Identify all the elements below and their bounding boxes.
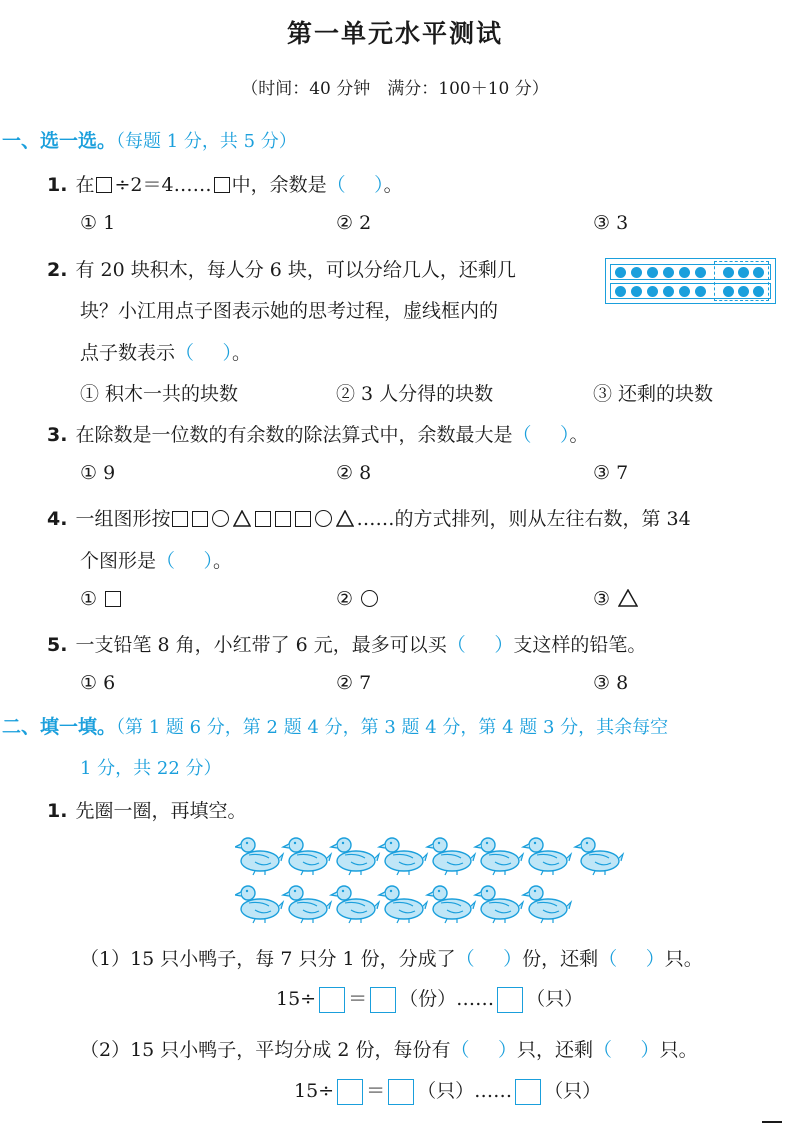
- answer-blank[interactable]: （ ）: [326, 174, 384, 196]
- q2-option-2[interactable]: ② 3 人分得的块数: [336, 383, 494, 405]
- question-5: 5. 一支铅笔 8 角，小红带了 6 元，最多可以买（ ）支这样的铅笔。: [47, 634, 647, 656]
- answer-box[interactable]: [388, 1079, 414, 1105]
- dot: [695, 286, 706, 297]
- answer-blank[interactable]: （ ）: [512, 424, 570, 446]
- q1-option-2[interactable]: ② 2: [336, 212, 372, 234]
- q5-option-3[interactable]: ③ 8: [593, 672, 629, 694]
- question-1: 1. 在 ÷2＝4…… 中，余数是（ ）。: [47, 174, 403, 196]
- dot-diagram: [605, 258, 776, 304]
- dot: [631, 267, 642, 278]
- question-2-line2: 块？小江用点子图表示她的思考过程，虚线框内的: [80, 300, 499, 322]
- question-3: 3. 在除数是一位数的有余数的除法算式中，余数最大是（ ）。: [47, 424, 589, 446]
- triangle-icon: [336, 510, 354, 527]
- square-icon: [172, 511, 188, 527]
- section2-heading-cont: 1 分，共 22 分）: [80, 758, 222, 779]
- q1-option-3[interactable]: ③ 3: [593, 212, 629, 234]
- question-4-line2: 个图形是（ ）。: [80, 550, 233, 572]
- answer-blank[interactable]: （ ）: [598, 948, 665, 970]
- section2-heading: 二、填一填。（第 1 题 6 分，第 2 题 4 分，第 3 题 4 分，第 4 题 3 分，其余每空: [2, 716, 669, 738]
- answer-blank[interactable]: （ ）: [175, 342, 233, 364]
- page-title: 第一单元水平测试: [286, 19, 503, 48]
- q5-option-1[interactable]: ① 6: [80, 672, 116, 694]
- section1-heading: 一、选一选。（每题 1 分，共 5 分）: [2, 130, 297, 152]
- sub-question-1: （1）15 只小鸭子，每 7 只分 1 份，分成了（ ）份，还剩（ ）只。: [80, 948, 703, 970]
- dot: [663, 286, 674, 297]
- dashed-frame: [714, 261, 769, 301]
- dot: [679, 286, 690, 297]
- q3-option-3[interactable]: ③ 7: [593, 462, 629, 484]
- dot: [615, 267, 626, 278]
- page-edge-mark: [762, 1121, 782, 1123]
- square-icon: [192, 511, 208, 527]
- square-icon: [96, 177, 112, 193]
- dot: [695, 267, 706, 278]
- q2-option-1[interactable]: ① 积木一共的块数: [80, 383, 239, 405]
- q5-option-2[interactable]: ② 7: [336, 672, 372, 694]
- q3-option-1[interactable]: ① 9: [80, 462, 116, 484]
- answer-blank[interactable]: （ ）: [156, 550, 214, 572]
- q4-option-1[interactable]: ①: [80, 588, 123, 610]
- question-4-line1: 4. 一组图形按 ……的方式排列，则从左往右数，第 34: [47, 508, 691, 530]
- q1-option-1[interactable]: ① 1: [80, 212, 116, 234]
- q4-option-3[interactable]: ③: [593, 588, 640, 610]
- square-icon: [214, 177, 230, 193]
- question-2-line3: 点子数表示（ ）。: [80, 342, 252, 364]
- circle-icon: [361, 590, 378, 607]
- dot: [615, 286, 626, 297]
- sub-question-2: （2）15 只小鸭子，平均分成 2 份，每份有（ ）只，还剩（ ）只。: [80, 1039, 698, 1061]
- fill-question-1: 1. 先圈一圈，再填空。: [47, 800, 247, 822]
- square-icon: [255, 511, 271, 527]
- circle-icon: [212, 510, 229, 527]
- square-icon: [105, 591, 121, 607]
- square-icon: [295, 511, 311, 527]
- answer-box[interactable]: [319, 987, 345, 1013]
- answer-box[interactable]: [515, 1079, 541, 1105]
- dot: [631, 286, 642, 297]
- answer-blank[interactable]: （ ）: [593, 1039, 660, 1061]
- answer-box[interactable]: [497, 987, 523, 1013]
- dot: [647, 267, 658, 278]
- duck-row-2: [235, 886, 571, 923]
- dot: [679, 267, 690, 278]
- duck-row-1: [235, 838, 623, 875]
- triangle-icon: [618, 589, 638, 607]
- q3-option-2[interactable]: ② 8: [336, 462, 372, 484]
- question-2-line1: 2. 有 20 块积木，每人分 6 块，可以分给几人，还剩几: [47, 259, 516, 281]
- answer-blank[interactable]: （ ）: [450, 1039, 518, 1061]
- triangle-icon: [233, 510, 251, 527]
- answer-blank[interactable]: （ ）: [455, 948, 523, 970]
- answer-blank[interactable]: （ ）: [446, 634, 514, 656]
- dot: [647, 286, 658, 297]
- equation-2: 15÷ ＝ （只）…… （只）: [294, 1076, 601, 1105]
- q4-option-2[interactable]: ②: [336, 588, 380, 610]
- square-icon: [275, 511, 291, 527]
- answer-box[interactable]: [370, 987, 396, 1013]
- answer-box[interactable]: [337, 1079, 363, 1105]
- page-subtitle: （时间：40 分钟 满分：100＋10 分）: [241, 79, 549, 99]
- dot: [663, 267, 674, 278]
- circle-icon: [315, 510, 332, 527]
- q2-option-3[interactable]: ③ 还剩的块数: [593, 383, 714, 405]
- ducks-illustration: [235, 832, 630, 927]
- equation-1: 15÷ ＝ （份）…… （只）: [276, 984, 583, 1013]
